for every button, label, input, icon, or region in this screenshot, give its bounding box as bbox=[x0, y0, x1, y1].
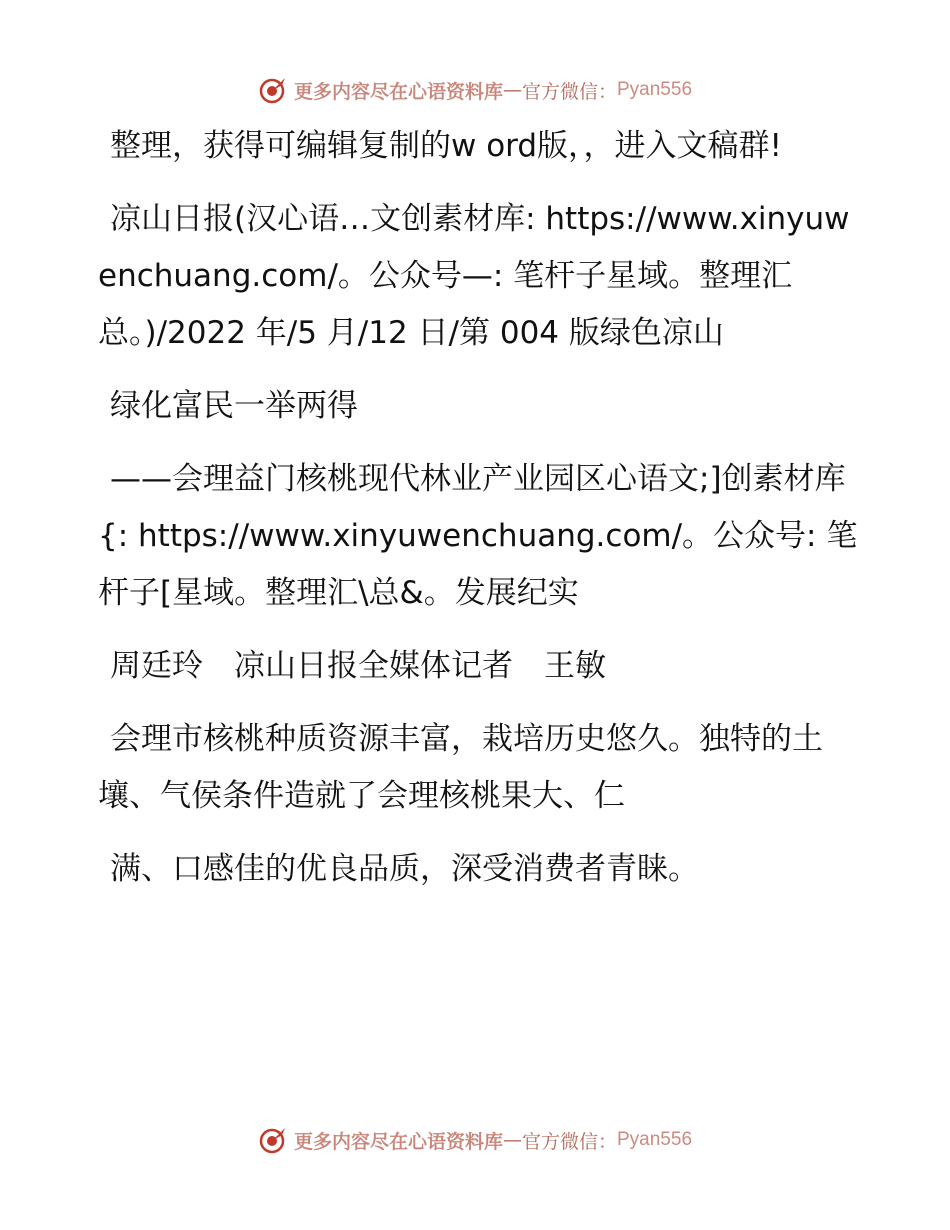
banner-separator: — bbox=[502, 79, 522, 101]
paragraph-text: 凉山日报(汉心语…文创素材库: https://www.xinyuwenchuang.com/。公众号—: 笔杆子星域。整理汇总。)/2022 年/5 月/12 日/第 004 版绿色凉山 bbox=[98, 201, 850, 351]
paragraph-intro bbox=[98, 118, 858, 175]
paragraph-text: 整理，获得可编辑复制的w ord版，，进入文稿群! bbox=[110, 128, 782, 164]
paragraph-subheadline bbox=[98, 451, 858, 622]
banner-separator: — bbox=[502, 1129, 522, 1151]
paragraph-text: 满、口感佳的优良品质，深受消费者青睐。 bbox=[110, 851, 699, 887]
quill-logo-icon bbox=[258, 75, 288, 105]
paragraph-body-2 bbox=[98, 841, 858, 898]
banner-wechat-id: Pyan556 bbox=[617, 1129, 693, 1150]
paragraph-text: 绿化富民一举两得 bbox=[110, 388, 358, 424]
paragraph-byline bbox=[98, 638, 858, 695]
paragraph-source bbox=[98, 191, 858, 362]
header-banner bbox=[0, 70, 950, 110]
paragraph-body-1 bbox=[98, 711, 858, 825]
paragraph-text: ——会理益门核桃现代林业产业园区心语文;]创素材库{: https://www.xinyuwenchuang.com/。公众号: 笔杆子[星域。整理汇\总&。发展纪实 bbox=[98, 461, 858, 611]
paragraph-text: 周廷玲 凉山日报全媒体记者 王敏 bbox=[110, 648, 606, 684]
banner-wechat-id: Pyan556 bbox=[617, 79, 693, 100]
paragraph-text: 会理市核桃种质资源丰富，栽培历史悠久。独特的土壤、气侯条件造就了会理核桃果大、仁 bbox=[98, 721, 823, 814]
banner-main-text: 更多内容尽在心语资料库 bbox=[293, 1130, 503, 1153]
banner-wechat-label: 官方微信： bbox=[521, 80, 617, 103]
paragraph-headline bbox=[98, 378, 858, 435]
banner-main-text: 更多内容尽在心语资料库 bbox=[293, 80, 503, 103]
footer-banner bbox=[0, 1120, 950, 1160]
banner-wechat-label: 官方微信： bbox=[521, 1130, 617, 1153]
quill-logo-icon bbox=[258, 1125, 288, 1155]
document-body bbox=[98, 118, 858, 914]
